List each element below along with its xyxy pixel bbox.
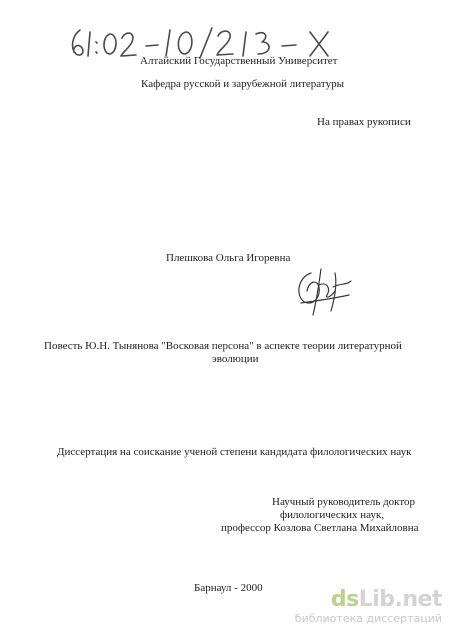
place-and-year: Барнаул - 2000 bbox=[194, 582, 263, 594]
dissertation-title-line-2: эволюции bbox=[212, 353, 259, 365]
dslib-logo-suffix: Lib.net bbox=[358, 587, 442, 612]
author-name: Плешкова Ольга Игоревна bbox=[166, 252, 291, 264]
dslib-logo-prefix: ds bbox=[330, 587, 359, 612]
dslib-logo bbox=[295, 589, 442, 611]
dissertation-title-line-1: Повесть Ю.Н. Тынянова "Восковая персона" в аспекте теории литературной bbox=[44, 340, 402, 352]
degree-statement: Диссертация на соискание ученой степени кандидата филологических наук bbox=[57, 446, 412, 458]
advisor-line-1: Научный руководитель доктор bbox=[272, 496, 416, 508]
manuscript-rights-label: На правах рукописи bbox=[317, 116, 411, 128]
department-name: Кафедра русской и зарубежной литературы bbox=[141, 78, 344, 90]
university-name: Алтайский Государственный Университет bbox=[140, 55, 338, 67]
dslib-watermark bbox=[295, 589, 442, 624]
advisor-line-3: профессор Козлова Светлана Михайловна bbox=[221, 522, 419, 534]
dslib-subtitle: библиотека диссертаций bbox=[294, 612, 442, 625]
signature bbox=[291, 263, 355, 321]
advisor-line-2: филологических наук, bbox=[280, 509, 385, 521]
handwritten-code-text: 61:02-10/213-X bbox=[66, 22, 73, 23]
